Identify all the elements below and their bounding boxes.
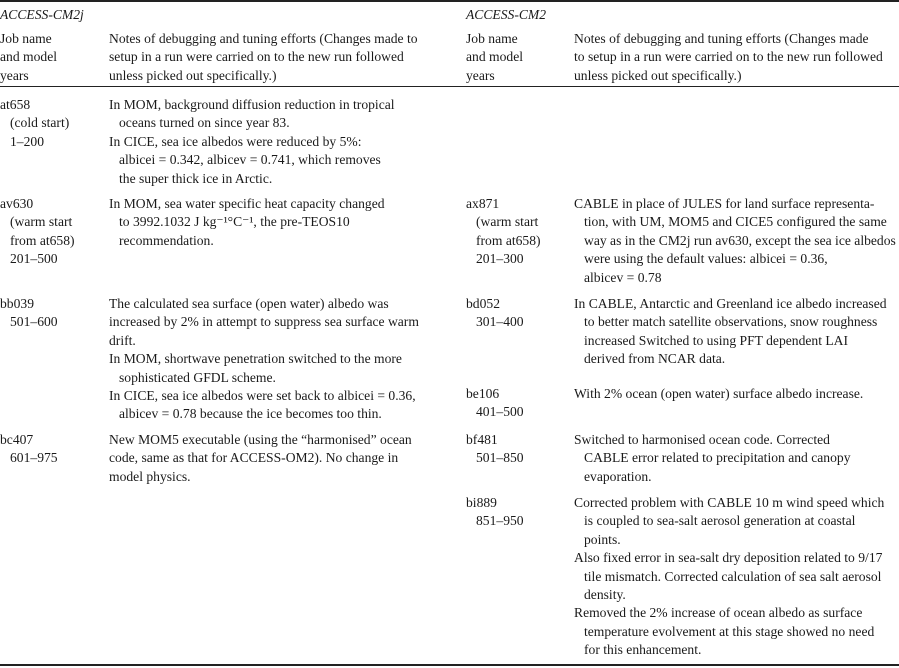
job-name-bc407: bc407 601–975 (0, 432, 58, 466)
job-name-bb039: bb039 501–600 (0, 296, 58, 330)
bottom-rule (0, 664, 899, 666)
job-name-bi889: bi889 851–950 (466, 495, 524, 529)
notes-bb039: The calculated sea surface (open water) albedo was increased by 2% in attempt to suppress sea surface warm drift. In MOM, shortwave penetration switched to the more sophisticated GFDL scheme. In CICE, sea ice albedos were set back to albicei = 0.36, albicev = 0.78 because the ice becomes too thin. (109, 296, 419, 422)
notes-at658: In MOM, background diffusion reduction in tropical oceans turned on since year 83. In CICE, sea ice albedos were reduced by 5%: albicei = 0.342, albicev = 0.741, which removes the super thick ice in Arctic. (109, 97, 395, 186)
notes-av630: In MOM, sea water specific heat capacity changed to 3992.1032 J kg⁻¹°C⁻¹, the pre-TEOS10 recommendation. (109, 196, 385, 248)
top-rule (0, 0, 899, 2)
job-name-bd052: bd052 301–400 (466, 296, 524, 330)
right-col1-header: Job name and model years (466, 31, 524, 83)
job-name-at658: at658 (cold start) 1–200 (0, 97, 70, 149)
notes-ax871: CABLE in place of JULES for land surface representa- tion, with UM, MOM5 and CICE5 configured the same way as in the CM2j run av630, except the sea ice albedos were using the default values: albicei = 0.36, albicev = 0.78 (574, 196, 896, 285)
header-rule (0, 86, 899, 87)
notes-bi889: Corrected problem with CABLE 10 m wind speed which is coupled to sea-salt aerosol generation at coastal points. Also fixed error in sea-salt dry deposition related to 9/17 tile mismatch. Corrected calculation of sea salt aerosol density. Removed the 2% increase of ocean albedo as surface temperature evolvement at this stage showed no need for this enhancement. (574, 495, 885, 658)
job-name-be106: be106 401–500 (466, 386, 524, 420)
right-table-title: ACCESS-CM2 (466, 7, 547, 22)
job-name-ax871: ax871 (warm start from at658) 201–300 (466, 196, 541, 267)
notes-bf481: Switched to harmonised ocean code. Corrected CABLE error related to precipitation and canopy evaporation. (574, 432, 851, 484)
notes-bc407: New MOM5 executable (using the “harmonised” ocean code, same as that for ACCESS-OM2). No change in model physics. (109, 432, 412, 484)
left-col2-header: Notes of debugging and tuning efforts (Changes made to setup in a run were carried on to the new run followed unless picked out specifically.) (109, 31, 418, 83)
notes-be106: With 2% ocean (open water) surface albedo increase. (574, 386, 864, 401)
right-col2-header: Notes of debugging and tuning efforts (Changes made to setup in a run were carried on to the new run followed unless picked out specifically.) (574, 31, 883, 83)
left-col1-header: Job name and model years (0, 31, 58, 83)
job-name-bf481: bf481 501–850 (466, 432, 524, 466)
job-name-av630: av630 (warm start from at658) 201–500 (0, 196, 75, 267)
notes-bd052: In CABLE, Antarctic and Greenland ice albedo increased to better match satellite observations, snow roughness increased Switched to using PFT dependent LAI derived from NCAR data. (574, 296, 887, 367)
left-table-title: ACCESS-CM2j (0, 7, 84, 22)
